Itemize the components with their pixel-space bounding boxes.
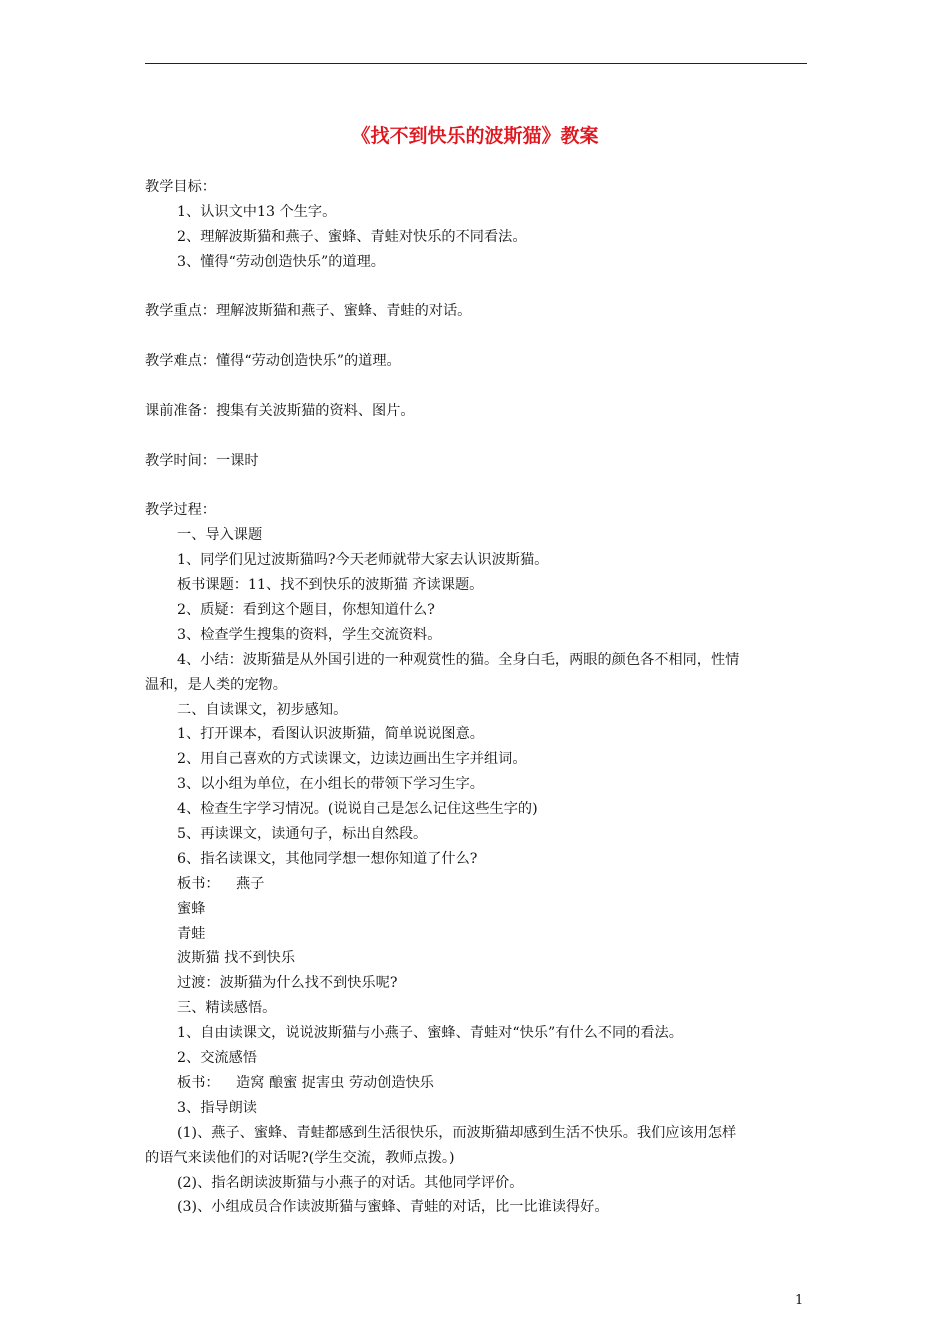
text-line: 4、检查生字学习情况。(说说自己是怎么记住这些生字的) <box>177 801 538 817</box>
document-title: 《找不到快乐的波斯猫》教案 <box>351 125 599 147</box>
text-line: 温和，是人类的宠物。 <box>145 677 287 693</box>
text-line: (3)、小组成员合作读波斯猫与蜜蜂、青蛙的对话，比一比谁读得好。 <box>177 1199 609 1215</box>
text-line: 1、同学们见过波斯猫吗?今天老师就带大家去认识波斯猫。 <box>177 552 549 568</box>
text-line: 燕子 <box>236 876 265 892</box>
text-line: 1、自由读课文，说说波斯猫与小燕子、蜜蜂、青蛙对“快乐”有什么不同的看法。 <box>177 1025 683 1041</box>
text-line: 三、精读感悟。 <box>177 1000 277 1016</box>
text-line: 3、以小组为单位，在小组长的带领下学习生字。 <box>177 776 484 792</box>
text-line: 5、再读课文，读通句子，标出自然段。 <box>177 826 428 842</box>
text-line: 青蛙 <box>177 926 206 942</box>
text-line: 3、检查学生搜集的资料，学生交流资料。 <box>177 627 442 643</box>
text-line: 1、认识文中13 个生字。 <box>177 204 337 220</box>
text-line: 造窝 酿蜜 捉害虫 劳动创造快乐 <box>236 1075 434 1091</box>
header-rule <box>145 63 807 64</box>
text-line: 板书课题：11、找不到快乐的波斯猫 齐读课题。 <box>177 577 484 593</box>
text-line: 二、自读课文，初步感知。 <box>177 702 348 718</box>
text-line: 板书： <box>177 1075 220 1091</box>
text-line: 板书： <box>177 876 220 892</box>
text-line: (1)、燕子、蜜蜂、青蛙都感到生活很快乐，而波斯猫却感到生活不快乐。我们应该用怎样 <box>177 1125 737 1141</box>
page-number: 1 <box>795 1293 804 1308</box>
text-line: 蜜蜂 <box>177 901 206 917</box>
text-line: 的语气来读他们的对话呢?(学生交流，教师点拨。) <box>145 1150 455 1166</box>
text-line: 过渡：波斯猫为什么找不到快乐呢? <box>177 975 398 991</box>
text-line: (2)、指名朗读波斯猫与小燕子的对话。其他同学评价。 <box>177 1175 524 1191</box>
text-line: 3、懂得“劳动创造快乐”的道理。 <box>177 254 385 270</box>
text-line: 教学过程： <box>145 502 216 518</box>
text-line: 2、质疑：看到这个题目，你想知道什么? <box>177 602 435 618</box>
text-line: 一、导入课题 <box>177 527 263 543</box>
text-line: 2、用自己喜欢的方式读课文，边读边画出生字并组词。 <box>177 751 527 767</box>
text-line: 教学重点：理解波斯猫和燕子、蜜蜂、青蛙的对话。 <box>145 303 472 319</box>
text-line: 6、指名读课文，其他同学想一想你知道了什么? <box>177 851 478 867</box>
text-line: 2、理解波斯猫和燕子、蜜蜂、青蛙对快乐的不同看法。 <box>177 229 527 245</box>
text-line: 教学时间：一课时 <box>145 453 259 469</box>
text-line: 3、指导朗读 <box>177 1100 257 1116</box>
text-line: 波斯猫 找不到快乐 <box>177 950 296 966</box>
text-line: 1、打开课本，看图认识波斯猫，简单说说图意。 <box>177 726 484 742</box>
text-line: 教学目标： <box>145 179 216 195</box>
text-line: 课前准备：搜集有关波斯猫的资料、图片。 <box>145 403 415 419</box>
text-line: 4、小结：波斯猫是从外国引进的一种观赏性的猫。全身白毛，两眼的颜色各不相同，性情 <box>177 652 740 668</box>
text-line: 2、交流感悟 <box>177 1050 257 1066</box>
text-line: 教学难点：懂得“劳动创造快乐”的道理。 <box>145 353 401 369</box>
